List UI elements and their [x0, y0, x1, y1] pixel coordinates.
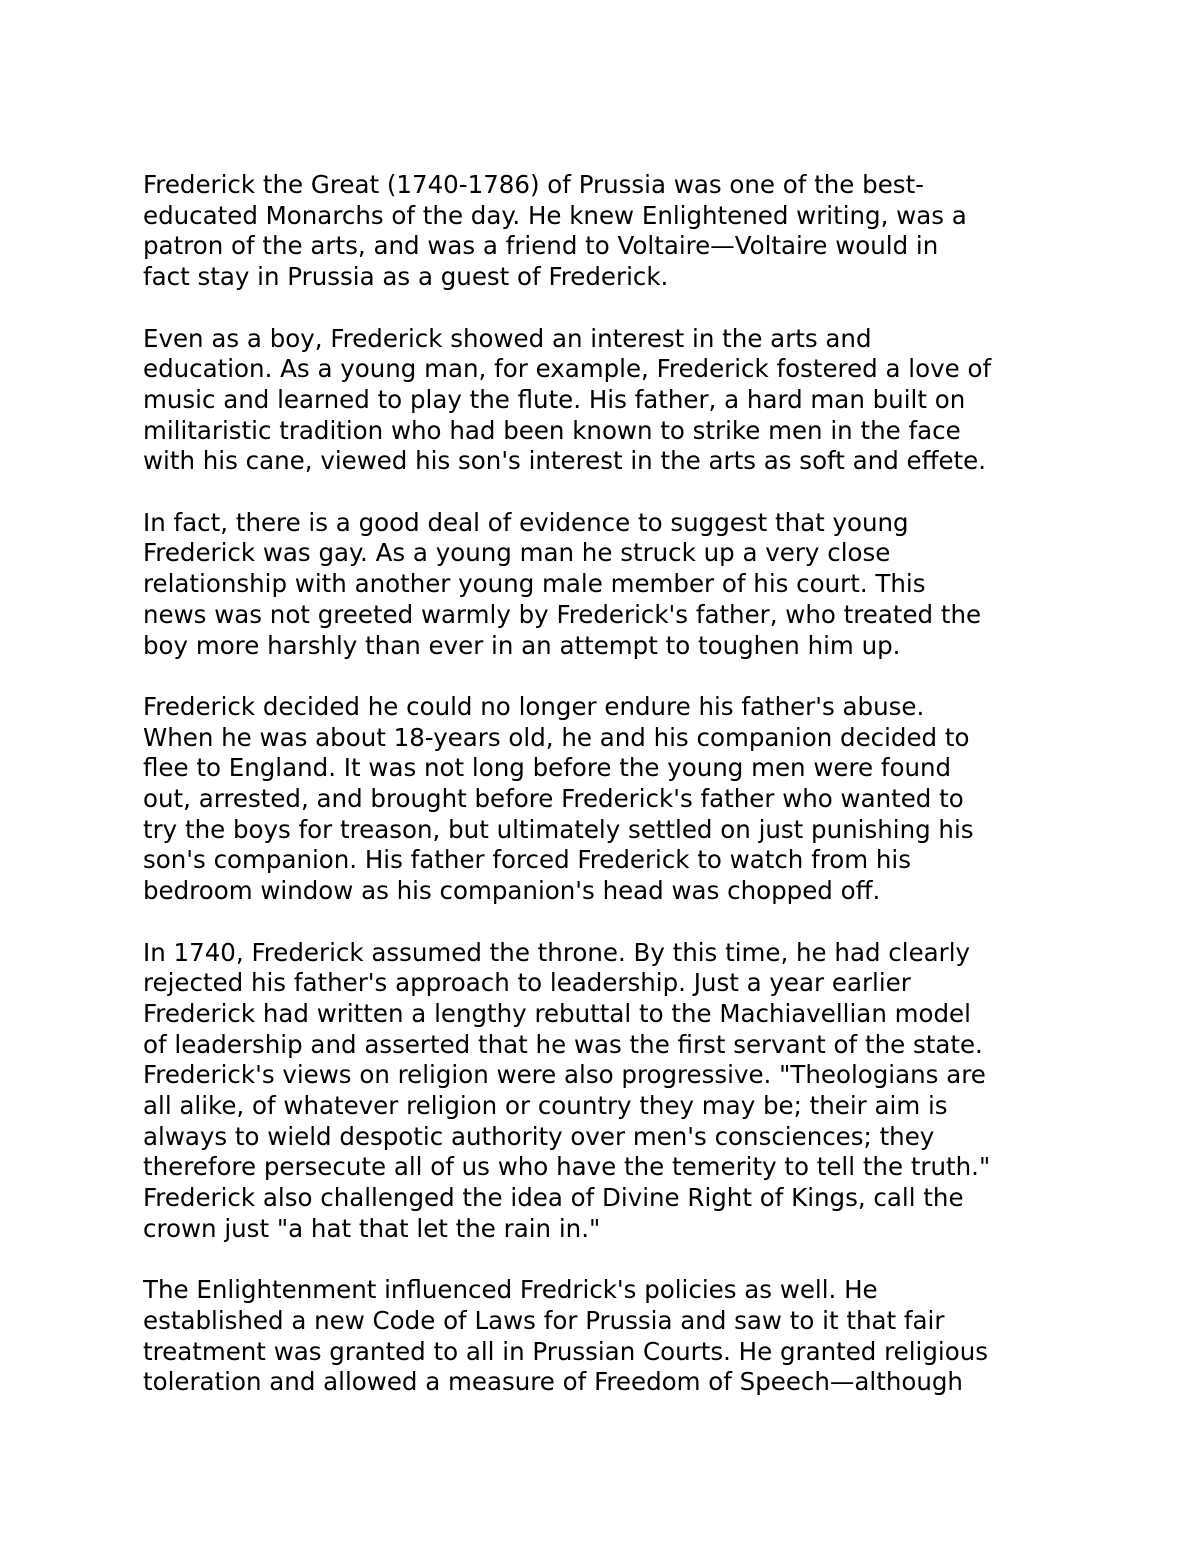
document-body [143, 170, 1103, 1429]
text-line: Frederick decided he could no longer endure his father's abuse. [143, 691, 925, 721]
text-line: music and learned to play the flute. His father, a hard man built on [143, 384, 966, 414]
text-line: Frederick also challenged the idea of Divine Right of Kings, call the [143, 1183, 964, 1213]
text-line: son's companion. His father forced Frederick to watch from his [143, 845, 912, 875]
text-line: all alike, of whatever religion or country they may be; their aim is [143, 1091, 948, 1121]
text-line: Frederick was gay. As a young man he struck up a very close [143, 538, 891, 568]
text-line: boy more harshly than ever in an attempt to toughen him up. [143, 630, 901, 660]
text-line: patron of the arts, and was a friend to Voltaire—Voltaire would in [143, 231, 939, 261]
text-line: rejected his father's approach to leadership. Just a year earlier [143, 968, 911, 998]
text-line: Even as a boy, Frederick showed an interest in the arts and [143, 323, 872, 353]
text-line: treatment was granted to all in Prussian Courts. He granted religious [143, 1336, 988, 1366]
text-line: flee to England. It was not long before the young men were found [143, 753, 952, 783]
paragraph [143, 692, 1103, 907]
text-line: militaristic tradition who had been known to strike men in the face [143, 415, 961, 445]
text-line: news was not greeted warmly by Frederick's father, who treated the [143, 599, 982, 629]
text-line: out, arrested, and brought before Frederick's father who wanted to [143, 784, 964, 814]
paragraph [143, 508, 1103, 662]
paragraph [143, 324, 1103, 478]
text-line: relationship with another young male member of his court. This [143, 569, 926, 599]
text-line: Frederick the Great (1740-1786) of Prussia was one of the best- [143, 170, 925, 199]
text-line: educated Monarchs of the day. He knew Enlightened writing, was a [143, 200, 967, 230]
text-line: always to wield despotic authority over men's consciences; they [143, 1121, 935, 1151]
paragraph [143, 1275, 1103, 1398]
text-line: In fact, there is a good deal of evidence to suggest that young [143, 507, 909, 537]
text-line: Frederick had written a lengthy rebuttal to the Machiavellian model [143, 998, 971, 1028]
text-line: established a new Code of Laws for Prussia and saw to it that fair [143, 1305, 945, 1335]
text-line: of leadership and asserted that he was the first servant of the state. [143, 1029, 983, 1059]
text-line: education. As a young man, for example, Frederick fostered a love of [143, 354, 992, 384]
paragraph [143, 938, 1103, 1245]
text-line: Frederick's views on religion were also progressive. "Theologians are [143, 1060, 986, 1090]
paragraph [143, 170, 1103, 293]
text-line: The Enlightenment influenced Fredrick's policies as well. He [143, 1275, 878, 1305]
text-line: fact stay in Prussia as a guest of Frederick. [143, 262, 669, 292]
text-line: In 1740, Frederick assumed the throne. By this time, he had clearly [143, 937, 971, 967]
text-line: When he was about 18-years old, he and his companion decided to [143, 722, 970, 752]
text-line: toleration and allowed a measure of Freedom of Speech—although [143, 1367, 963, 1397]
text-line: bedroom window as his companion's head was chopped off. [143, 876, 881, 906]
text-line: crown just "a hat that let the rain in." [143, 1213, 601, 1243]
text-line: with his cane, viewed his son's interest in the arts as soft and effete. [143, 446, 987, 476]
text-line: try the boys for treason, but ultimately settled on just punishing his [143, 814, 974, 844]
text-line: therefore persecute all of us who have the temerity to tell the truth." [143, 1152, 991, 1182]
